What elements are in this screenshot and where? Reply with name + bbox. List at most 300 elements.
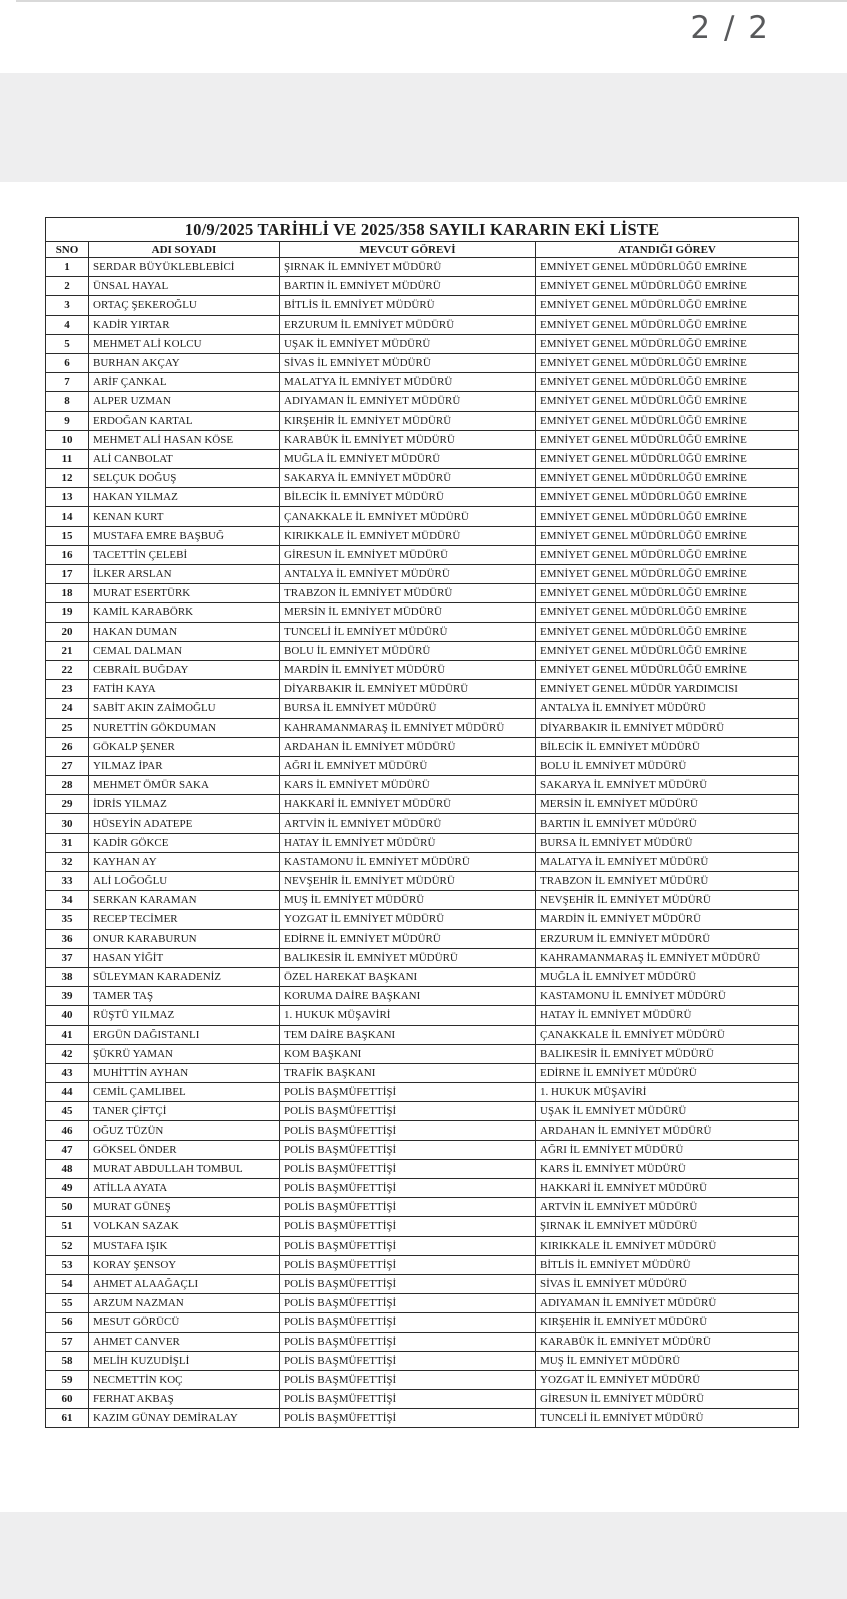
cell-current-duty: POLİS BAŞMÜFETTİŞİ (280, 1198, 536, 1217)
column-header-current: MEVCUT GÖREVİ (280, 242, 536, 258)
cell-assigned-duty: EMNİYET GENEL MÜDÜRLÜĞÜ EMRİNE (536, 296, 799, 315)
cell-name: TANER ÇİFTÇİ (89, 1102, 280, 1121)
cell-sno: 45 (46, 1102, 89, 1121)
cell-name: HAKAN YILMAZ (89, 488, 280, 507)
cell-current-duty: HAKKARİ İL EMNİYET MÜDÜRÜ (280, 795, 536, 814)
cell-assigned-duty: ERZURUM İL EMNİYET MÜDÜRÜ (536, 929, 799, 948)
cell-assigned-duty: ANTALYA İL EMNİYET MÜDÜRÜ (536, 699, 799, 718)
cell-assigned-duty: KIRIKKALE İL EMNİYET MÜDÜRÜ (536, 1236, 799, 1255)
cell-sno: 37 (46, 948, 89, 967)
cell-name: RECEP TECİMER (89, 910, 280, 929)
cell-sno: 42 (46, 1044, 89, 1063)
cell-current-duty: POLİS BAŞMÜFETTİŞİ (280, 1083, 536, 1102)
cell-name: FATİH KAYA (89, 680, 280, 699)
cell-name: ALPER UZMAN (89, 392, 280, 411)
cell-assigned-duty: EMNİYET GENEL MÜDÜRLÜĞÜ EMRİNE (536, 373, 799, 392)
cell-assigned-duty: ŞIRNAK İL EMNİYET MÜDÜRÜ (536, 1217, 799, 1236)
cell-assigned-duty: EDİRNE İL EMNİYET MÜDÜRÜ (536, 1063, 799, 1082)
cell-current-duty: KAHRAMANMARAŞ İL EMNİYET MÜDÜRÜ (280, 718, 536, 737)
cell-assigned-duty: BARTIN İL EMNİYET MÜDÜRÜ (536, 814, 799, 833)
table-row (46, 641, 799, 660)
cell-sno: 10 (46, 430, 89, 449)
table-row (46, 1044, 799, 1063)
cell-sno: 1 (46, 258, 89, 277)
cell-name: ARZUM NAZMAN (89, 1294, 280, 1313)
page-indicator: 2 / 2 (690, 10, 770, 46)
cell-sno: 39 (46, 987, 89, 1006)
cell-name: AHMET CANVER (89, 1332, 280, 1351)
cell-assigned-duty: EMNİYET GENEL MÜDÜRLÜĞÜ EMRİNE (536, 449, 799, 468)
cell-current-duty: POLİS BAŞMÜFETTİŞİ (280, 1332, 536, 1351)
cell-assigned-duty: KARS İL EMNİYET MÜDÜRÜ (536, 1159, 799, 1178)
cell-current-duty: SİVAS İL EMNİYET MÜDÜRÜ (280, 353, 536, 372)
table-row (46, 353, 799, 372)
cell-current-duty: KARABÜK İL EMNİYET MÜDÜRÜ (280, 430, 536, 449)
table-title: 10/9/2025 TARİHLİ VE 2025/358 SAYILI KARARIN EKİ LİSTE (46, 218, 799, 242)
cell-name: AHMET ALAAĞAÇLI (89, 1274, 280, 1293)
cell-assigned-duty: BOLU İL EMNİYET MÜDÜRÜ (536, 756, 799, 775)
scan-edge-artifact (16, 0, 847, 2)
cell-assigned-duty: EMNİYET GENEL MÜDÜRLÜĞÜ EMRİNE (536, 603, 799, 622)
table-row (46, 1236, 799, 1255)
cell-name: GÖKSEL ÖNDER (89, 1140, 280, 1159)
cell-sno: 24 (46, 699, 89, 718)
cell-assigned-duty: EMNİYET GENEL MÜDÜRLÜĞÜ EMRİNE (536, 353, 799, 372)
cell-name: MUSTAFA IŞIK (89, 1236, 280, 1255)
cell-sno: 19 (46, 603, 89, 622)
cell-assigned-duty: KASTAMONU İL EMNİYET MÜDÜRÜ (536, 987, 799, 1006)
cell-name: CEBRAİL BUĞDAY (89, 660, 280, 679)
cell-sno: 38 (46, 967, 89, 986)
cell-sno: 61 (46, 1409, 89, 1428)
cell-current-duty: POLİS BAŞMÜFETTİŞİ (280, 1236, 536, 1255)
table-header-row (46, 242, 799, 258)
cell-sno: 47 (46, 1140, 89, 1159)
cell-assigned-duty: EMNİYET GENEL MÜDÜRLÜĞÜ EMRİNE (536, 641, 799, 660)
table-row (46, 526, 799, 545)
cell-current-duty: ERZURUM İL EMNİYET MÜDÜRÜ (280, 315, 536, 334)
cell-current-duty: KIRŞEHİR İL EMNİYET MÜDÜRÜ (280, 411, 536, 430)
cell-assigned-duty: EMNİYET GENEL MÜDÜRLÜĞÜ EMRİNE (536, 258, 799, 277)
column-header-sno: SNO (46, 242, 89, 258)
cell-name: MURAT GÜNEŞ (89, 1198, 280, 1217)
cell-name: KAZIM GÜNAY DEMİRALAY (89, 1409, 280, 1428)
cell-current-duty: DİYARBAKIR İL EMNİYET MÜDÜRÜ (280, 680, 536, 699)
cell-name: SERDAR BÜYÜKLEBLEBİCİ (89, 258, 280, 277)
cell-name: MUSTAFA EMRE BAŞBUĞ (89, 526, 280, 545)
cell-sno: 11 (46, 449, 89, 468)
cell-sno: 31 (46, 833, 89, 852)
table-row (46, 737, 799, 756)
table-row (46, 545, 799, 564)
cell-name: HÜSEYİN ADATEPE (89, 814, 280, 833)
cell-name: KAYHAN AY (89, 852, 280, 871)
cell-assigned-duty: ÇANAKKALE İL EMNİYET MÜDÜRÜ (536, 1025, 799, 1044)
cell-current-duty: ANTALYA İL EMNİYET MÜDÜRÜ (280, 565, 536, 584)
table-row (46, 1409, 799, 1428)
cell-assigned-duty: MERSİN İL EMNİYET MÜDÜRÜ (536, 795, 799, 814)
cell-sno: 27 (46, 756, 89, 775)
cell-name: SABİT AKIN ZAİMOĞLU (89, 699, 280, 718)
table-row (46, 833, 799, 852)
cell-sno: 7 (46, 373, 89, 392)
cell-assigned-duty: TRABZON İL EMNİYET MÜDÜRÜ (536, 872, 799, 891)
cell-current-duty: POLİS BAŞMÜFETTİŞİ (280, 1274, 536, 1293)
table-row (46, 680, 799, 699)
cell-assigned-duty: EMNİYET GENEL MÜDÜRLÜĞÜ EMRİNE (536, 526, 799, 545)
cell-assigned-duty: EMNİYET GENEL MÜDÜRLÜĞÜ EMRİNE (536, 584, 799, 603)
cell-current-duty: MALATYA İL EMNİYET MÜDÜRÜ (280, 373, 536, 392)
cell-assigned-duty: EMNİYET GENEL MÜDÜRLÜĞÜ EMRİNE (536, 430, 799, 449)
column-header-name: ADI SOYADI (89, 242, 280, 258)
cell-name: KADİR YIRTAR (89, 315, 280, 334)
cell-name: SÜLEYMAN KARADENİZ (89, 967, 280, 986)
cell-name: RÜŞTÜ YILMAZ (89, 1006, 280, 1025)
table-row (46, 660, 799, 679)
table-row (46, 430, 799, 449)
cell-current-duty: POLİS BAŞMÜFETTİŞİ (280, 1351, 536, 1370)
cell-name: MEHMET ÖMÜR SAKA (89, 776, 280, 795)
cell-current-duty: UŞAK İL EMNİYET MÜDÜRÜ (280, 334, 536, 353)
cell-assigned-duty: NEVŞEHİR İL EMNİYET MÜDÜRÜ (536, 891, 799, 910)
cell-current-duty: 1. HUKUK MÜŞAVİRİ (280, 1006, 536, 1025)
cell-name: MEHMET ALİ HASAN KÖSE (89, 430, 280, 449)
cell-assigned-duty: EMNİYET GENEL MÜDÜRLÜĞÜ EMRİNE (536, 488, 799, 507)
table-row (46, 1179, 799, 1198)
cell-name: MESUT GÖRÜCÜ (89, 1313, 280, 1332)
cell-name: GÖKALP ŞENER (89, 737, 280, 756)
cell-name: İLKER ARSLAN (89, 565, 280, 584)
cell-sno: 6 (46, 353, 89, 372)
table-row (46, 1198, 799, 1217)
cell-assigned-duty: MARDİN İL EMNİYET MÜDÜRÜ (536, 910, 799, 929)
cell-assigned-duty: ARDAHAN İL EMNİYET MÜDÜRÜ (536, 1121, 799, 1140)
cell-name: ORTAÇ ŞEKEROĞLU (89, 296, 280, 315)
table-row (46, 488, 799, 507)
cell-current-duty: POLİS BAŞMÜFETTİŞİ (280, 1102, 536, 1121)
cell-current-duty: POLİS BAŞMÜFETTİŞİ (280, 1217, 536, 1236)
cell-current-duty: MARDİN İL EMNİYET MÜDÜRÜ (280, 660, 536, 679)
cell-current-duty: POLİS BAŞMÜFETTİŞİ (280, 1255, 536, 1274)
cell-assigned-duty: KARABÜK İL EMNİYET MÜDÜRÜ (536, 1332, 799, 1351)
cell-current-duty: MUŞ İL EMNİYET MÜDÜRÜ (280, 891, 536, 910)
cell-current-duty: MUĞLA İL EMNİYET MÜDÜRÜ (280, 449, 536, 468)
cell-assigned-duty: BİTLİS İL EMNİYET MÜDÜRÜ (536, 1255, 799, 1274)
cell-assigned-duty: SİVAS İL EMNİYET MÜDÜRÜ (536, 1274, 799, 1293)
cell-current-duty: ARDAHAN İL EMNİYET MÜDÜRÜ (280, 737, 536, 756)
cell-name: SELÇUK DOĞUŞ (89, 469, 280, 488)
table-row (46, 1313, 799, 1332)
cell-assigned-duty: MUĞLA İL EMNİYET MÜDÜRÜ (536, 967, 799, 986)
cell-sno: 49 (46, 1179, 89, 1198)
cell-name: CEMİL ÇAMLIBEL (89, 1083, 280, 1102)
cell-assigned-duty: BİLECİK İL EMNİYET MÜDÜRÜ (536, 737, 799, 756)
table-row (46, 565, 799, 584)
cell-current-duty: TRAFİK BAŞKANI (280, 1063, 536, 1082)
column-header-assigned: ATANDIĞI GÖREV (536, 242, 799, 258)
cell-name: TAMER TAŞ (89, 987, 280, 1006)
cell-sno: 54 (46, 1274, 89, 1293)
table-row (46, 1121, 799, 1140)
table-row (46, 315, 799, 334)
cell-sno: 35 (46, 910, 89, 929)
cell-current-duty: NEVŞEHİR İL EMNİYET MÜDÜRÜ (280, 872, 536, 891)
cell-name: OĞUZ TÜZÜN (89, 1121, 280, 1140)
table-row (46, 603, 799, 622)
cell-assigned-duty: MALATYA İL EMNİYET MÜDÜRÜ (536, 852, 799, 871)
cell-assigned-duty: EMNİYET GENEL MÜDÜRLÜĞÜ EMRİNE (536, 507, 799, 526)
cell-sno: 2 (46, 277, 89, 296)
cell-assigned-duty: UŞAK İL EMNİYET MÜDÜRÜ (536, 1102, 799, 1121)
cell-assigned-duty: GİRESUN İL EMNİYET MÜDÜRÜ (536, 1390, 799, 1409)
cell-name: HAKAN DUMAN (89, 622, 280, 641)
table-row (46, 756, 799, 775)
cell-current-duty: POLİS BAŞMÜFETTİŞİ (280, 1159, 536, 1178)
cell-assigned-duty: YOZGAT İL EMNİYET MÜDÜRÜ (536, 1370, 799, 1389)
cell-current-duty: ADIYAMAN İL EMNİYET MÜDÜRÜ (280, 392, 536, 411)
cell-name: CEMAL DALMAN (89, 641, 280, 660)
cell-current-duty: BİTLİS İL EMNİYET MÜDÜRÜ (280, 296, 536, 315)
table-row (46, 584, 799, 603)
table-row (46, 1083, 799, 1102)
cell-current-duty: POLİS BAŞMÜFETTİŞİ (280, 1313, 536, 1332)
cell-sno: 52 (46, 1236, 89, 1255)
cell-assigned-duty: EMNİYET GENEL MÜDÜRLÜĞÜ EMRİNE (536, 315, 799, 334)
cell-assigned-duty: EMNİYET GENEL MÜDÜR YARDIMCISI (536, 680, 799, 699)
cell-sno: 3 (46, 296, 89, 315)
cell-sno: 4 (46, 315, 89, 334)
cell-name: ATİLLA AYATA (89, 1179, 280, 1198)
table-row (46, 699, 799, 718)
table-row (46, 910, 799, 929)
cell-assigned-duty: EMNİYET GENEL MÜDÜRLÜĞÜ EMRİNE (536, 392, 799, 411)
table-row (46, 1217, 799, 1236)
cell-name: KADİR GÖKCE (89, 833, 280, 852)
cell-assigned-duty: HAKKARİ İL EMNİYET MÜDÜRÜ (536, 1179, 799, 1198)
cell-current-duty: ÖZEL HAREKAT BAŞKANI (280, 967, 536, 986)
cell-assigned-duty: MUŞ İL EMNİYET MÜDÜRÜ (536, 1351, 799, 1370)
table-row (46, 258, 799, 277)
cell-sno: 5 (46, 334, 89, 353)
cell-name: MUHİTTİN AYHAN (89, 1063, 280, 1082)
table-row (46, 967, 799, 986)
cell-current-duty: KIRIKKALE İL EMNİYET MÜDÜRÜ (280, 526, 536, 545)
cell-current-duty: KOM BAŞKANI (280, 1044, 536, 1063)
cell-name: NURETTİN GÖKDUMAN (89, 718, 280, 737)
cell-sno: 40 (46, 1006, 89, 1025)
cell-sno: 22 (46, 660, 89, 679)
cell-current-duty: ŞIRNAK İL EMNİYET MÜDÜRÜ (280, 258, 536, 277)
cell-current-duty: YOZGAT İL EMNİYET MÜDÜRÜ (280, 910, 536, 929)
cell-sno: 16 (46, 545, 89, 564)
cell-name: SERKAN KARAMAN (89, 891, 280, 910)
cell-current-duty: TUNCELİ İL EMNİYET MÜDÜRÜ (280, 622, 536, 641)
cell-sno: 21 (46, 641, 89, 660)
cell-sno: 60 (46, 1390, 89, 1409)
table-body (46, 258, 799, 1428)
cell-sno: 50 (46, 1198, 89, 1217)
cell-sno: 20 (46, 622, 89, 641)
table-row (46, 469, 799, 488)
cell-current-duty: BİLECİK İL EMNİYET MÜDÜRÜ (280, 488, 536, 507)
table-row (46, 1006, 799, 1025)
cell-name: İDRİS YILMAZ (89, 795, 280, 814)
cell-name: ERGÜN DAĞISTANLI (89, 1025, 280, 1044)
table-row (46, 1102, 799, 1121)
scan-band-top (0, 73, 847, 182)
cell-name: ÜNSAL HAYAL (89, 277, 280, 296)
cell-current-duty: BALIKESİR İL EMNİYET MÜDÜRÜ (280, 948, 536, 967)
cell-sno: 32 (46, 852, 89, 871)
table-row (46, 622, 799, 641)
cell-sno: 44 (46, 1083, 89, 1102)
cell-assigned-duty: BALIKESİR İL EMNİYET MÜDÜRÜ (536, 1044, 799, 1063)
cell-assigned-duty: EMNİYET GENEL MÜDÜRLÜĞÜ EMRİNE (536, 622, 799, 641)
cell-current-duty: BOLU İL EMNİYET MÜDÜRÜ (280, 641, 536, 660)
cell-current-duty: AĞRI İL EMNİYET MÜDÜRÜ (280, 756, 536, 775)
cell-current-duty: BURSA İL EMNİYET MÜDÜRÜ (280, 699, 536, 718)
table-row (46, 1351, 799, 1370)
table-row (46, 1255, 799, 1274)
assignment-list-table (45, 217, 799, 1428)
table-row (46, 1063, 799, 1082)
cell-current-duty: KORUMA DAİRE BAŞKANI (280, 987, 536, 1006)
cell-sno: 23 (46, 680, 89, 699)
table-row (46, 334, 799, 353)
cell-assigned-duty: EMNİYET GENEL MÜDÜRLÜĞÜ EMRİNE (536, 277, 799, 296)
cell-assigned-duty: ARTVİN İL EMNİYET MÜDÜRÜ (536, 1198, 799, 1217)
cell-assigned-duty: DİYARBAKIR İL EMNİYET MÜDÜRÜ (536, 718, 799, 737)
cell-current-duty: HATAY İL EMNİYET MÜDÜRÜ (280, 833, 536, 852)
cell-sno: 57 (46, 1332, 89, 1351)
cell-sno: 59 (46, 1370, 89, 1389)
cell-current-duty: TRABZON İL EMNİYET MÜDÜRÜ (280, 584, 536, 603)
cell-sno: 48 (46, 1159, 89, 1178)
cell-assigned-duty: KIRŞEHİR İL EMNİYET MÜDÜRÜ (536, 1313, 799, 1332)
cell-name: KAMİL KARABÖRK (89, 603, 280, 622)
cell-sno: 25 (46, 718, 89, 737)
cell-name: FERHAT AKBAŞ (89, 1390, 280, 1409)
cell-name: ONUR KARABURUN (89, 929, 280, 948)
cell-name: YILMAZ İPAR (89, 756, 280, 775)
table-row (46, 373, 799, 392)
table-row (46, 872, 799, 891)
table-row (46, 411, 799, 430)
cell-name: HASAN YİĞİT (89, 948, 280, 967)
cell-sno: 33 (46, 872, 89, 891)
cell-sno: 29 (46, 795, 89, 814)
table-row (46, 1025, 799, 1044)
cell-assigned-duty: KAHRAMANMARAŞ İL EMNİYET MÜDÜRÜ (536, 948, 799, 967)
cell-sno: 12 (46, 469, 89, 488)
cell-current-duty: TEM DAİRE BAŞKANI (280, 1025, 536, 1044)
cell-name: ALİ LOĞOĞLU (89, 872, 280, 891)
cell-sno: 41 (46, 1025, 89, 1044)
cell-assigned-duty: EMNİYET GENEL MÜDÜRLÜĞÜ EMRİNE (536, 334, 799, 353)
cell-assigned-duty: TUNCELİ İL EMNİYET MÜDÜRÜ (536, 1409, 799, 1428)
table-row (46, 987, 799, 1006)
cell-sno: 13 (46, 488, 89, 507)
table-row (46, 1332, 799, 1351)
table-row (46, 852, 799, 871)
cell-name: ŞÜKRÜ YAMAN (89, 1044, 280, 1063)
cell-sno: 36 (46, 929, 89, 948)
cell-name: MURAT ABDULLAH TOMBUL (89, 1159, 280, 1178)
cell-assigned-duty: HATAY İL EMNİYET MÜDÜRÜ (536, 1006, 799, 1025)
cell-assigned-duty: BURSA İL EMNİYET MÜDÜRÜ (536, 833, 799, 852)
table-row (46, 814, 799, 833)
cell-current-duty: POLİS BAŞMÜFETTİŞİ (280, 1179, 536, 1198)
cell-current-duty: POLİS BAŞMÜFETTİŞİ (280, 1409, 536, 1428)
cell-name: MEHMET ALİ KOLCU (89, 334, 280, 353)
cell-sno: 56 (46, 1313, 89, 1332)
scan-band-bottom (0, 1512, 847, 1599)
cell-current-duty: KARS İL EMNİYET MÜDÜRÜ (280, 776, 536, 795)
table-row (46, 929, 799, 948)
table-row (46, 891, 799, 910)
cell-current-duty: GİRESUN İL EMNİYET MÜDÜRÜ (280, 545, 536, 564)
cell-name: ARİF ÇANKAL (89, 373, 280, 392)
cell-sno: 26 (46, 737, 89, 756)
cell-current-duty: POLİS BAŞMÜFETTİŞİ (280, 1140, 536, 1159)
table-row (46, 277, 799, 296)
cell-sno: 14 (46, 507, 89, 526)
cell-sno: 58 (46, 1351, 89, 1370)
cell-sno: 46 (46, 1121, 89, 1140)
cell-current-duty: POLİS BAŞMÜFETTİŞİ (280, 1370, 536, 1389)
cell-current-duty: POLİS BAŞMÜFETTİŞİ (280, 1121, 536, 1140)
cell-sno: 15 (46, 526, 89, 545)
table-row (46, 795, 799, 814)
table-row (46, 449, 799, 468)
cell-name: NECMETTİN KOÇ (89, 1370, 280, 1389)
cell-current-duty: POLİS BAŞMÜFETTİŞİ (280, 1294, 536, 1313)
cell-assigned-duty: EMNİYET GENEL MÜDÜRLÜĞÜ EMRİNE (536, 565, 799, 584)
cell-assigned-duty: 1. HUKUK MÜŞAVİRİ (536, 1083, 799, 1102)
cell-name: VOLKAN SAZAK (89, 1217, 280, 1236)
cell-assigned-duty: SAKARYA İL EMNİYET MÜDÜRÜ (536, 776, 799, 795)
cell-current-duty: KASTAMONU İL EMNİYET MÜDÜRÜ (280, 852, 536, 871)
cell-name: MURAT ESERTÜRK (89, 584, 280, 603)
cell-current-duty: MERSİN İL EMNİYET MÜDÜRÜ (280, 603, 536, 622)
table-row (46, 948, 799, 967)
cell-name: ALİ CANBOLAT (89, 449, 280, 468)
cell-name: KENAN KURT (89, 507, 280, 526)
table-row (46, 776, 799, 795)
table-row (46, 1370, 799, 1389)
cell-sno: 8 (46, 392, 89, 411)
cell-name: MELİH KUZUDİŞLİ (89, 1351, 280, 1370)
cell-sno: 9 (46, 411, 89, 430)
table-row (46, 1159, 799, 1178)
cell-sno: 55 (46, 1294, 89, 1313)
cell-name: KORAY ŞENSOY (89, 1255, 280, 1274)
table-title-row (46, 218, 799, 242)
cell-sno: 18 (46, 584, 89, 603)
table-row (46, 718, 799, 737)
cell-assigned-duty: EMNİYET GENEL MÜDÜRLÜĞÜ EMRİNE (536, 411, 799, 430)
cell-assigned-duty: ADIYAMAN İL EMNİYET MÜDÜRÜ (536, 1294, 799, 1313)
cell-sno: 53 (46, 1255, 89, 1274)
cell-sno: 51 (46, 1217, 89, 1236)
cell-current-duty: ÇANAKKALE İL EMNİYET MÜDÜRÜ (280, 507, 536, 526)
cell-name: TACETTİN ÇELEBİ (89, 545, 280, 564)
cell-current-duty: BARTIN İL EMNİYET MÜDÜRÜ (280, 277, 536, 296)
cell-current-duty: EDİRNE İL EMNİYET MÜDÜRÜ (280, 929, 536, 948)
cell-current-duty: SAKARYA İL EMNİYET MÜDÜRÜ (280, 469, 536, 488)
cell-current-duty: POLİS BAŞMÜFETTİŞİ (280, 1390, 536, 1409)
table-row (46, 507, 799, 526)
